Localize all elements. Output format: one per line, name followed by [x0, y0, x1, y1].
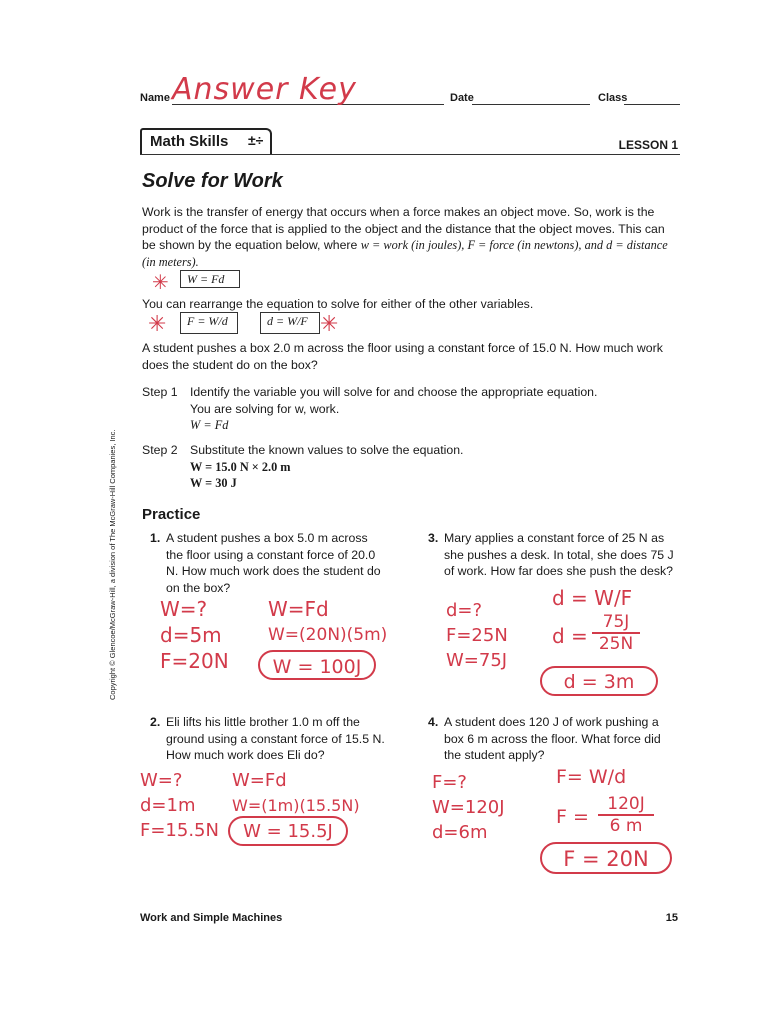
- class-underline: [624, 104, 680, 105]
- date-underline: [472, 104, 590, 105]
- answer-1-final: W = 100J: [258, 650, 376, 680]
- intro-text: Work is the transfer of energy that occurs when a force makes an object move. So, work is the product of the force that is applied to the object and the distance that the object moves. This can be shown by the equation below, where: [142, 205, 665, 252]
- practice-question-1: [150, 530, 386, 596]
- answer-line: W=(20N)(5m): [268, 625, 388, 645]
- step1-text: Identify the variable you will solve for and choose the appropriate equation.: [190, 385, 598, 399]
- copyright-notice: Copyright © Glencoe/McGraw-Hill, a division of The McGraw-Hill Companies, Inc.: [108, 429, 117, 700]
- answer-2-work: [232, 768, 360, 818]
- date-label: Date: [450, 92, 474, 104]
- answer-3-d-eq: d =: [552, 624, 588, 648]
- intro-paragraph: [142, 204, 677, 270]
- step2-label: Step 2: [142, 443, 178, 457]
- step1-label: Step 1: [142, 385, 178, 399]
- asterisk-mark: ✳: [152, 270, 169, 294]
- question-number: 4.: [428, 715, 439, 729]
- answer-3-formula: d = W/F: [552, 586, 633, 610]
- class-label: Class: [598, 92, 628, 104]
- equation-box-main: [180, 270, 240, 288]
- equation-distance: d = W/F: [267, 314, 308, 328]
- answer-line: W=?: [140, 770, 183, 791]
- answer-4-formula: F= W/d: [556, 766, 627, 788]
- answer-line: d=1m: [140, 795, 196, 816]
- answer-3-fraction: [592, 612, 640, 654]
- practice-question-3: [428, 530, 676, 580]
- answer-line: F=15.5N: [140, 820, 219, 841]
- answer-1-given: [160, 596, 229, 674]
- answer-line: W=Fd: [268, 597, 329, 621]
- answer-line: F=25N: [446, 625, 508, 646]
- question-number: 3.: [428, 531, 439, 545]
- step2-line1: W = 15.0 N × 2.0 m: [190, 459, 291, 474]
- answer-2-final: W = 15.5J: [228, 816, 348, 846]
- step1-block: [190, 384, 680, 434]
- answer-line: d=6m: [432, 822, 488, 843]
- fraction-numerator: 75J: [592, 612, 640, 634]
- answer-2-given: [140, 768, 219, 843]
- page-number: 15: [665, 912, 678, 924]
- question-text: Mary applies a constant force of 25 N as she pushes a desk. In total, she does 75 J of work. How far does she push the desk?: [444, 531, 674, 578]
- asterisk-mark: ✳: [148, 312, 167, 337]
- question-number: 1.: [150, 531, 161, 545]
- equation-force: F = W/d: [187, 314, 228, 328]
- step2-block: [190, 442, 680, 492]
- question-text: A student does 120 J of work pushing a box 6 m across the floor. What force did the student apply?: [444, 715, 661, 762]
- fraction-numerator: 120J: [598, 794, 654, 816]
- example-problem: A student pushes a box 2.0 m across the floor using a constant force of 15.0 N. How much work does the student do on the box?: [142, 341, 663, 372]
- practice-question-4: [428, 714, 676, 764]
- question-text: Eli lifts his little brother 1.0 m off the ground using a constant force of 15.5 N. How much work does Eli do?: [166, 715, 385, 762]
- equation-box-force: [180, 312, 238, 334]
- step2-line2: W = 30 J: [190, 476, 237, 490]
- answer-3-final: d = 3m: [540, 666, 658, 696]
- answer-line: F=20N: [160, 649, 229, 673]
- question-number: 2.: [150, 715, 161, 729]
- answer-line: W=75J: [446, 650, 508, 671]
- answer-1-work: [268, 596, 387, 648]
- footer-chapter: Work and Simple Machines: [140, 912, 283, 924]
- answer-line: d=5m: [160, 623, 222, 647]
- answer-line: W=Fd: [232, 770, 287, 791]
- answer-4-given: [432, 770, 505, 845]
- answer-4-f-eq: F =: [556, 806, 589, 828]
- fraction-denominator: 25N: [598, 634, 634, 654]
- page-title: Solve for Work: [142, 170, 283, 192]
- equation-box-distance: [260, 312, 320, 334]
- math-symbols-icon: ±÷: [248, 132, 264, 148]
- lesson-label: LESSON 1: [618, 138, 678, 152]
- step1-equation: W = Fd: [190, 418, 229, 432]
- answer-line: W=120J: [432, 797, 505, 818]
- answer-line: d=?: [446, 600, 483, 621]
- math-skills-tab: [140, 128, 272, 154]
- answer-4-final: F = 20N: [540, 842, 672, 874]
- question-text: A student pushes a box 5.0 m across the floor using a constant force of 20.0 N. How much work does the student do on the box?: [166, 531, 381, 595]
- answer-4-fraction: [598, 794, 654, 836]
- practice-heading: Practice: [142, 506, 201, 523]
- practice-question-2: [150, 714, 386, 764]
- fraction-denominator: 6 m: [609, 816, 643, 836]
- answer-line: W=(1m)(15.5N): [232, 796, 360, 815]
- rearrange-text: You can rearrange the equation to solve for either of the other variables.: [142, 297, 534, 311]
- math-skills-label: Math Skills: [150, 133, 229, 150]
- step1-detail: You are solving for w, work.: [190, 401, 340, 416]
- answer-3-given: [446, 598, 508, 673]
- step2-text: Substitute the known values to solve the equation.: [190, 443, 464, 457]
- answer-line: W=?: [160, 597, 208, 621]
- name-label: Name: [140, 92, 170, 104]
- asterisk-mark: ✳: [320, 312, 339, 337]
- header-rule: [140, 154, 680, 155]
- name-handwriting: Answer Key: [172, 72, 357, 107]
- answer-line: F=?: [432, 772, 467, 793]
- intro-variables: w = work (in joules), F = force (in newtons), and d = distance (in meters).: [142, 238, 668, 269]
- equation-main: W = Fd: [187, 272, 225, 286]
